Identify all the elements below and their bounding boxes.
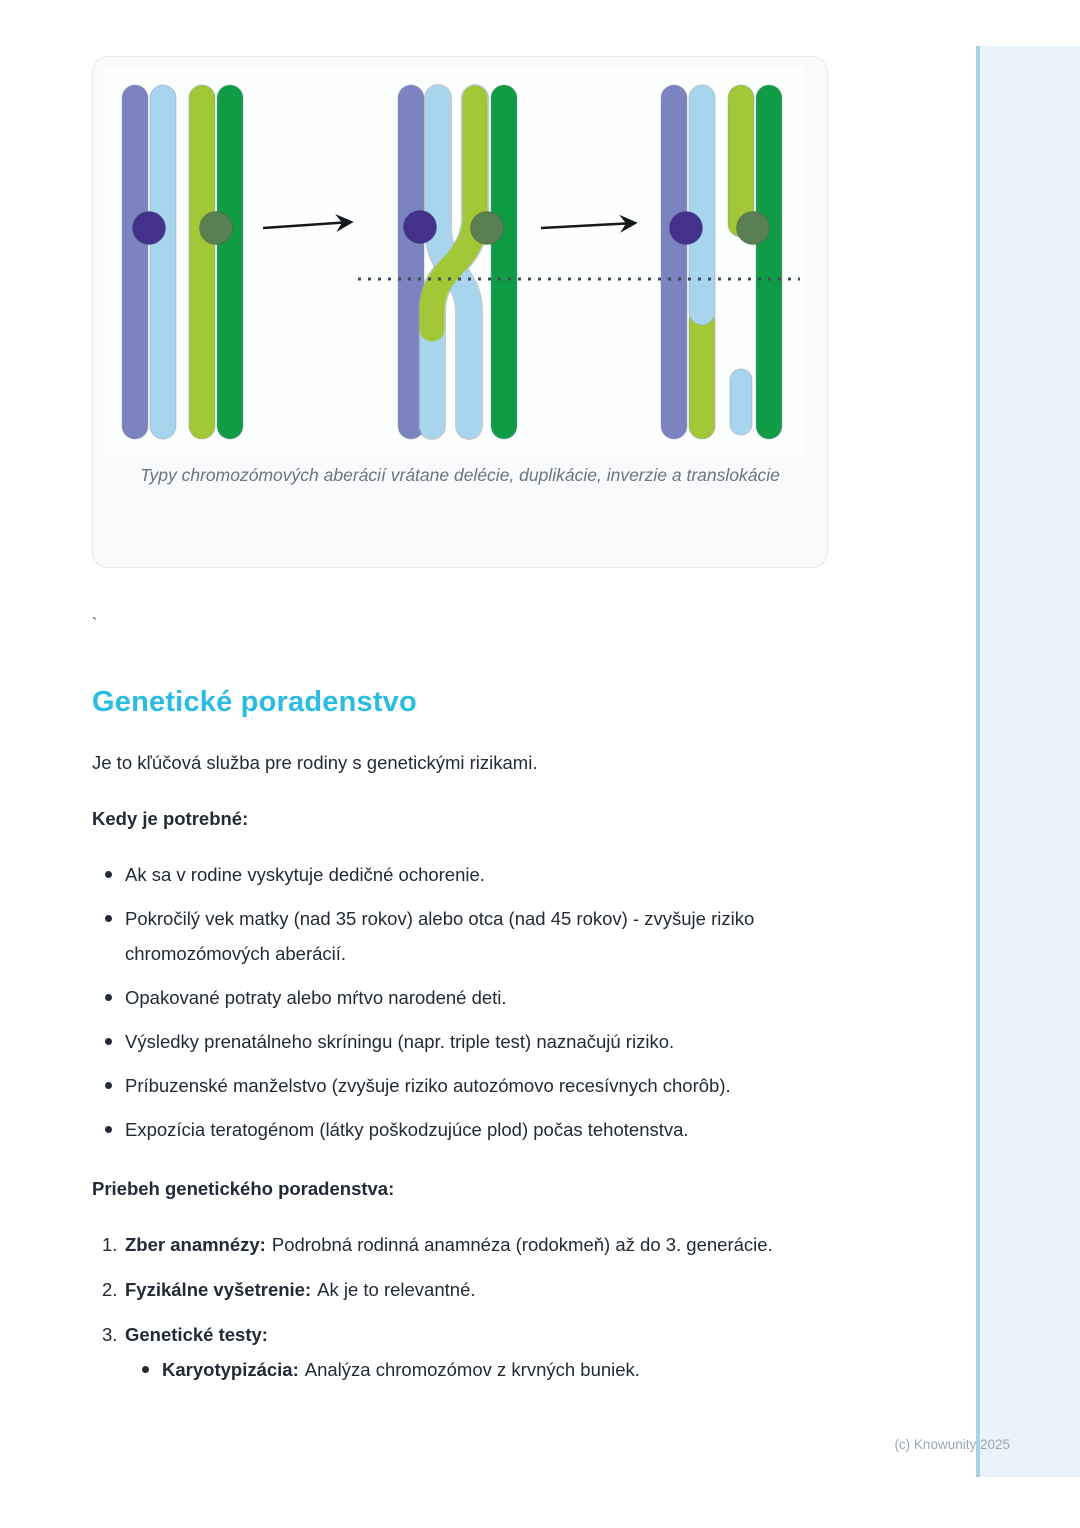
chromatid-blue-fragment [730,369,752,435]
when-heading: Kedy je potrebné: [92,808,249,829]
centromere-olive [471,212,504,245]
chromosome-illustration [104,67,804,457]
chromatid-darkgreen [756,85,782,439]
step-label: Karyotypizácia: [162,1359,299,1380]
arrow-right-icon [541,223,635,228]
process-sub-list [125,1352,830,1387]
process-heading: Priebeh genetického poradenstva: [92,1178,395,1199]
chromatid-lime [189,85,215,439]
list-item: Príbuzenské manželstvo (zvyšuje riziko autozómovo recesívnych chorôb). [92,1068,830,1103]
list-item: Expozícia teratogénom (látky poškodzujúce plod) počas tehotenstva. [92,1112,830,1147]
section-title: Genetické poradenstvo [92,686,417,718]
figure-card [92,56,828,568]
side-strip [976,46,1080,1477]
when-needed-list [92,857,830,1147]
aberrant-chromosomes [661,85,782,439]
process-list [92,1227,830,1387]
chromatid-darkgreen [491,85,517,439]
chromatid-purple [122,85,148,439]
chromatid-recombinant-blue-segment [689,85,715,325]
arrow-right-icon [263,222,351,228]
list-item [92,1227,830,1262]
list-item [125,1352,830,1387]
stray-backtick: ` [92,616,98,633]
crossover-chromosomes [398,85,517,439]
list-item: Ak sa v rodine vyskytuje dedičné ochorenie. [92,857,830,892]
centromere-olive [737,212,770,245]
list-item: Opakované potraty alebo mŕtvo narodené deti. [92,980,830,1015]
step-text: Ak je to relevantné. [317,1279,476,1300]
step-label: Fyzikálne vyšetrenie: [125,1279,312,1300]
chromatid-lightblue [150,85,176,439]
list-item: Výsledky prenatálneho skríningu (napr. triple test) naznačujú riziko. [92,1024,830,1059]
chromosome-aberration-diagram [104,67,804,457]
normal-chromosome-pairs [122,85,243,439]
step-label: Zber anamnézy: [125,1234,266,1255]
step-text: Podrobná rodinná anamnéza (rodokmeň) až do 3. generácie. [271,1234,773,1255]
intro-paragraph: Je to kľúčová služba pre rodiny s genetickými rizikami. [92,752,538,773]
centromere-olive [200,212,233,245]
centromere-purple [404,211,437,244]
content-column [92,56,830,1387]
chromatid-darkgreen [217,85,243,439]
centromere-purple [133,212,166,245]
chromatid-purple [661,85,687,439]
copyright-note: (c) Knowunity 2025 [894,1437,1010,1452]
list-item [92,1272,830,1307]
centromere-purple [670,212,703,245]
figure-caption: Typy chromozómových aberácií vrátane delécie, duplikácie, inverzie a translokácie [140,465,780,485]
list-item: Pokročilý vek matky (nad 35 rokov) alebo otca (nad 45 rokov) - zvyšuje riziko chromozómových aberácií. [92,901,830,971]
list-item [92,1317,830,1387]
step-text: Analýza chromozómov z krvných buniek. [304,1359,640,1380]
step-label: Genetické testy: [125,1324,268,1345]
chromatid-recombinant-lime-segment [689,307,715,439]
